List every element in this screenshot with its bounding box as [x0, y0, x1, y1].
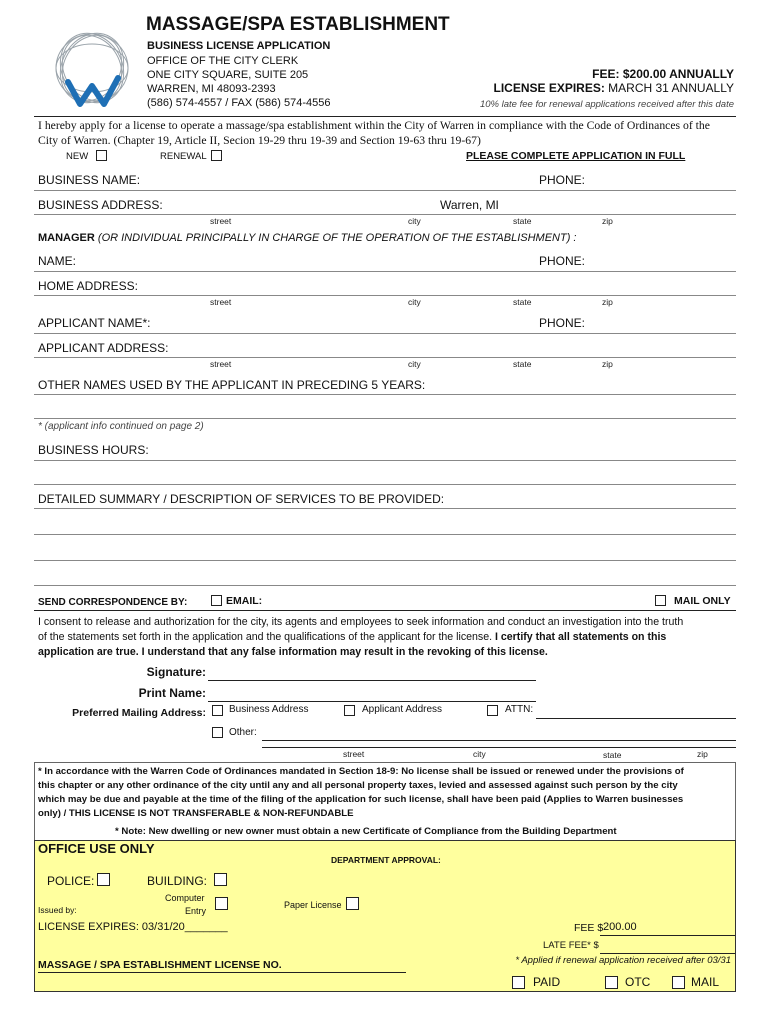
- ordinance-line-4: only) / THIS LICENSE IS NOT TRANSFERABLE & NON-REFUNDABLE: [38, 808, 354, 819]
- services-line-2[interactable]: [34, 534, 736, 535]
- consent-line-2: [38, 631, 666, 643]
- building-checkbox[interactable]: [214, 873, 227, 886]
- applicant-street-sublabel: street: [210, 359, 232, 369]
- fee-value: 200.00: [603, 921, 637, 933]
- renewal-fee-note: * Applied if renewal application received after 03/31: [515, 955, 731, 966]
- applicant-city-sublabel: city: [408, 359, 421, 369]
- computer-entry-checkbox[interactable]: [215, 897, 228, 910]
- other-names-line-2[interactable]: [34, 418, 736, 419]
- manager-city-sublabel: city: [408, 297, 421, 307]
- consent-line-2-bold: I certify that all statements on this: [495, 631, 667, 643]
- fee-text: FEE: $200.00 ANNUALLY: [592, 67, 734, 81]
- attn-option: ATTN:: [505, 704, 534, 715]
- fee-label: FEE $: [574, 922, 604, 934]
- otc-label: OTC: [625, 975, 651, 989]
- business-address-line[interactable]: [34, 214, 736, 215]
- manager-phone-label: PHONE:: [539, 254, 586, 268]
- services-label: DETAILED SUMMARY / DESCRIPTION OF SERVICES TO BE PROVIDED:: [38, 492, 445, 506]
- manager-zip-sublabel: zip: [602, 297, 613, 307]
- police-checkbox[interactable]: [97, 873, 110, 886]
- mail-only-label: MAIL ONLY: [674, 595, 731, 607]
- signature-label: Signature:: [146, 665, 206, 679]
- business-street-sublabel: street: [210, 216, 232, 226]
- mail-checkbox[interactable]: [672, 976, 685, 989]
- form-title: MASSAGE/SPA ESTABLISHMENT: [146, 14, 450, 35]
- services-line-1[interactable]: [34, 508, 736, 509]
- issued-by-label: Issued by:: [38, 905, 77, 915]
- other-address-line-1[interactable]: [262, 740, 736, 741]
- print-name-line[interactable]: [208, 701, 536, 702]
- license-expires-field: LICENSE EXPIRES: 03/31/20_______: [38, 921, 228, 933]
- manager-name-line[interactable]: [34, 271, 736, 272]
- manager-heading-bold: MANAGER: [38, 232, 95, 244]
- license-number-label: MASSAGE / SPA ESTABLISHMENT LICENSE NO.: [38, 959, 282, 971]
- email-checkbox[interactable]: [211, 595, 222, 606]
- office-address-1: ONE CITY SQUARE, SUITE 205: [147, 69, 309, 81]
- header-divider: [34, 116, 736, 117]
- building-label: BUILDING:: [147, 874, 208, 888]
- business-city-value: Warren, MI: [440, 198, 499, 212]
- compliance-note: * Note: New dwelling or new owner must obtain a new Certificate of Compliance from the Building Department: [115, 826, 617, 837]
- otc-checkbox[interactable]: [605, 976, 618, 989]
- business-address-option: Business Address: [229, 704, 309, 715]
- paid-checkbox[interactable]: [512, 976, 525, 989]
- other-address-checkbox[interactable]: [212, 727, 223, 738]
- business-zip-sublabel: zip: [602, 216, 613, 226]
- office-name: OFFICE OF THE CITY CLERK: [147, 55, 299, 67]
- business-hours-line-2[interactable]: [34, 484, 736, 485]
- other-street-sublabel: street: [343, 749, 365, 759]
- manager-heading-rest: (OR INDIVIDUAL PRINCIPALLY IN CHARGE OF THE OPERATION OF THE ESTABLISHMENT) :: [94, 232, 577, 244]
- applicant-name-label: APPLICANT NAME*:: [38, 316, 151, 330]
- business-hours-label: BUSINESS HOURS:: [38, 443, 149, 457]
- renewal-label: RENEWAL: [160, 151, 207, 162]
- manager-address-line[interactable]: [34, 295, 736, 296]
- late-fee-line[interactable]: [600, 953, 735, 954]
- city-seal-icon: [52, 28, 132, 110]
- ordinance-line-1: * In accordance with the Warren Code of Ordinances mandated in Section 18-9: No license shall be issued or renewed under the provisions of: [38, 766, 684, 777]
- email-label: EMAIL:: [226, 595, 263, 607]
- paid-label: PAID: [533, 975, 561, 989]
- business-name-line[interactable]: [34, 190, 736, 191]
- business-city-sublabel: city: [408, 216, 421, 226]
- manager-heading: [38, 232, 577, 244]
- manager-name-label: NAME:: [38, 254, 77, 268]
- other-zip-sublabel: zip: [697, 749, 708, 759]
- office-use-section: [34, 840, 736, 992]
- intro-line-2: City of Warren. (Chapter 19, Article II, Secion 19-29 thru 19-39 and Section 19-63 thru 19-67): [38, 134, 481, 147]
- applicant-continued-note: * (applicant info continued on page 2): [38, 421, 204, 432]
- form-subtitle: BUSINESS LICENSE APPLICATION: [147, 40, 331, 52]
- applicant-phone-label: PHONE:: [539, 316, 586, 330]
- other-city-sublabel: city: [473, 749, 486, 759]
- manager-home-address-label: HOME ADDRESS:: [38, 279, 139, 293]
- business-state-sublabel: state: [513, 216, 532, 226]
- signature-line[interactable]: [208, 680, 536, 681]
- mail-only-checkbox[interactable]: [655, 595, 666, 606]
- computer-entry-label-2: Entry: [185, 906, 207, 916]
- city-logo: [52, 28, 132, 110]
- new-label: NEW: [66, 151, 89, 162]
- business-hours-line-1[interactable]: [34, 460, 736, 461]
- police-label: POLICE:: [47, 874, 95, 888]
- services-line-3[interactable]: [34, 560, 736, 561]
- correspondence-label: SEND CORRESPONDENCE BY:: [38, 597, 188, 608]
- attn-line[interactable]: [536, 718, 736, 719]
- applicant-name-line[interactable]: [34, 333, 736, 334]
- other-address-option: Other:: [229, 727, 257, 738]
- license-expires-text: [493, 81, 734, 95]
- late-fee-note: 10% late fee for renewal applications received after this date: [479, 99, 734, 110]
- applicant-address-label: APPLICANT ADDRESS:: [38, 341, 169, 355]
- applicant-state-sublabel: state: [513, 359, 532, 369]
- preferred-mailing-label: Preferred Mailing Address:: [72, 707, 206, 719]
- manager-street-sublabel: street: [210, 297, 232, 307]
- intro-line-1: I hereby apply for a license to operate a massage/spa establishment within the City of Warren in compliance with the Code of Ordinances of the: [38, 119, 710, 132]
- department-approval-label: DEPARTMENT APPROVAL:: [331, 855, 441, 865]
- consent-line-3: application are true. I understand that any false information may result in the revoking of this license.: [38, 646, 548, 658]
- business-phone-label: PHONE:: [539, 173, 586, 187]
- office-use-heading: OFFICE USE ONLY: [38, 841, 155, 856]
- office-phone: (586) 574-4557 / FAX (586) 574-4556: [147, 97, 331, 109]
- ordinance-line-2: this chapter or any other ordinance of the city until any and all personal property taxes, levied and assessed against such person by the city: [38, 780, 678, 791]
- paper-license-checkbox[interactable]: [346, 897, 359, 910]
- complete-notice: PLEASE COMPLETE APPLICATION IN FULL: [466, 150, 686, 162]
- ordinance-note-box: [34, 762, 736, 840]
- fee-line[interactable]: [600, 935, 735, 936]
- license-number-line[interactable]: [38, 972, 406, 973]
- late-fee-label: LATE FEE* $: [543, 940, 599, 951]
- license-expires-label: LICENSE EXPIRES:: [493, 81, 605, 95]
- computer-entry-label-1: Computer: [165, 893, 205, 903]
- mail-label: MAIL: [691, 975, 720, 989]
- applicant-address-option: Applicant Address: [362, 704, 443, 715]
- consent-line-2-plain: of the statements set forth in the application and the qualifications of the applicant for the license.: [38, 631, 495, 643]
- business-address-label: BUSINESS ADDRESS:: [38, 198, 163, 212]
- new-checkbox[interactable]: [96, 150, 107, 161]
- correspondence-divider: [34, 610, 736, 611]
- paper-license-label: Paper License: [284, 900, 342, 910]
- business-address-checkbox[interactable]: [212, 705, 223, 716]
- business-name-label: BUSINESS NAME:: [38, 173, 141, 187]
- other-names-label: OTHER NAMES USED BY THE APPLICANT IN PRECEDING 5 YEARS:: [38, 378, 426, 392]
- applicant-address-line[interactable]: [34, 357, 736, 358]
- office-address-2: WARREN, MI 48093-2393: [147, 83, 276, 95]
- ordinance-line-3: which may be due and payable at the time of the filing of the application for such license, shall have been paid (Applies to Warren businesses: [38, 794, 684, 805]
- other-state-sublabel: state: [603, 750, 622, 760]
- other-names-line-1[interactable]: [34, 394, 736, 395]
- applicant-zip-sublabel: zip: [602, 359, 613, 369]
- services-line-4[interactable]: [34, 585, 736, 586]
- renewal-checkbox[interactable]: [211, 150, 222, 161]
- attn-checkbox[interactable]: [487, 705, 498, 716]
- print-name-label: Print Name:: [138, 686, 206, 700]
- license-expires-value: MARCH 31 ANNUALLY: [604, 81, 734, 95]
- other-address-line-2[interactable]: [262, 747, 736, 748]
- manager-state-sublabel: state: [513, 297, 532, 307]
- applicant-address-checkbox[interactable]: [344, 705, 355, 716]
- consent-line-1: I consent to release and authorization for the city, its agents and employees to seek information and conduct an investigation into the truth: [38, 616, 684, 628]
